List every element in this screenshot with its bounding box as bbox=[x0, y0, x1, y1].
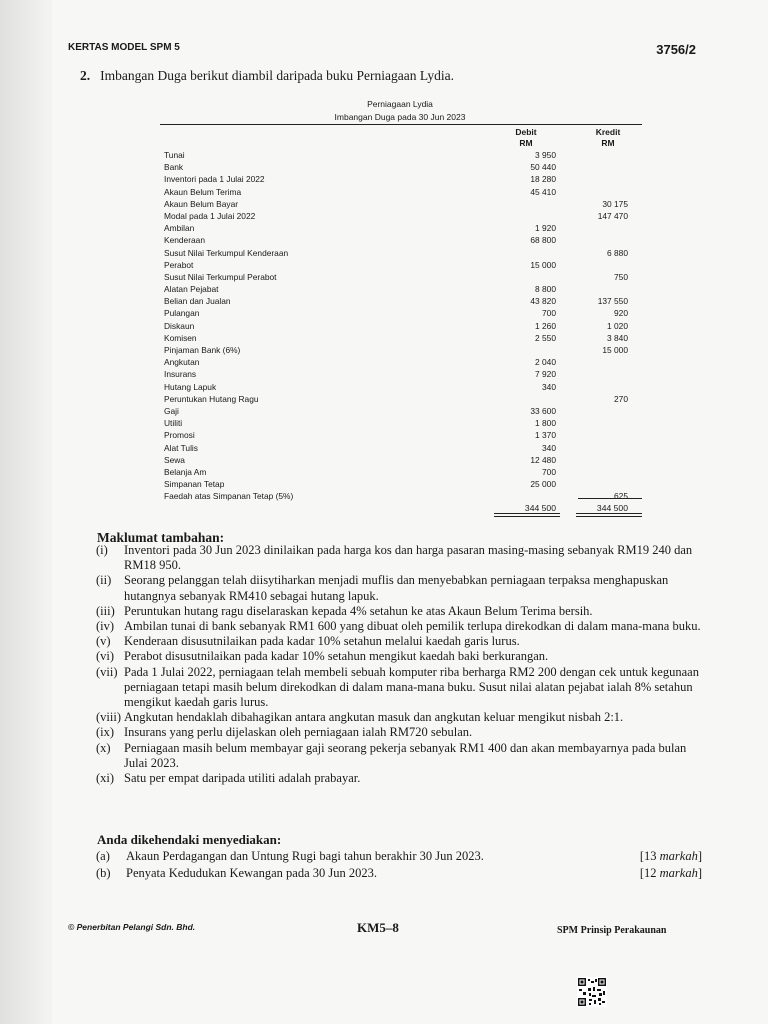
trial-balance-row bbox=[164, 443, 644, 455]
trial-balance-row bbox=[164, 333, 644, 345]
requirement-b-number: (b) bbox=[96, 866, 111, 880]
note-number: (i) bbox=[96, 543, 108, 557]
trial-balance-table bbox=[164, 150, 644, 503]
credit-amount: 625 bbox=[614, 491, 628, 502]
credit-column-header bbox=[573, 127, 643, 149]
book-title: SPM Prinsip Perakaunan bbox=[557, 925, 667, 936]
debit-column-header bbox=[491, 127, 561, 149]
question-stem bbox=[80, 68, 454, 84]
credit-subtotal-rule bbox=[578, 498, 642, 499]
requirements-title: Anda dikehendaki menyediakan: bbox=[97, 832, 282, 847]
debit-amount: 7 920 bbox=[535, 369, 556, 380]
requirement-a-text: Akaun Perdagangan dan Untung Rugi bagi tahun berakhir 30 Jun 2023. bbox=[126, 849, 484, 863]
trial-balance-title: Perniagaan Lydia bbox=[367, 99, 433, 109]
debit-amount: 3 950 bbox=[535, 150, 556, 160]
debit-amount: 25 000 bbox=[530, 479, 556, 490]
trial-balance-row bbox=[164, 199, 644, 211]
account-name: Insurans bbox=[164, 369, 197, 380]
credit-header-label: Kredit bbox=[595, 127, 621, 137]
account-name: Inventori pada 1 Julai 2022 bbox=[164, 174, 265, 185]
note-item bbox=[96, 771, 706, 786]
debit-amount: 43 820 bbox=[530, 296, 556, 307]
account-name: Belian dan Jualan bbox=[164, 296, 231, 307]
account-name: Akaun Belum Bayar bbox=[164, 198, 239, 209]
account-name: Alatan Pejabat bbox=[164, 284, 219, 295]
note-item bbox=[96, 710, 706, 725]
note-number: (vii) bbox=[96, 664, 118, 679]
trial-balance-row bbox=[164, 284, 644, 296]
debit-amount: 340 bbox=[542, 442, 556, 453]
trial-balance-row bbox=[164, 296, 644, 308]
debit-amount: 700 bbox=[542, 308, 556, 319]
credit-total-rule-top bbox=[576, 513, 642, 514]
credit-total: 344 500 bbox=[596, 503, 628, 513]
account-name: Komisen bbox=[164, 332, 197, 343]
account-name: Modal pada 1 Julai 2022 bbox=[164, 210, 256, 221]
credit-total-rule-bottom bbox=[576, 516, 642, 517]
trial-balance-row bbox=[164, 479, 644, 491]
account-name: Angkutan bbox=[164, 357, 200, 368]
note-text: Perniagaan masih belum membayar gaji seorang pekerja sebanyak RM1 400 dan akan membayarnya pada bulan Julai 2023. bbox=[124, 740, 687, 770]
account-name: Faedah atas Simpanan Tetap (5%) bbox=[164, 491, 294, 502]
trial-balance-row bbox=[164, 235, 644, 247]
additional-info-list bbox=[96, 543, 706, 786]
trial-balance-row bbox=[164, 394, 644, 406]
credit-amount: 15 000 bbox=[602, 345, 628, 355]
note-item bbox=[96, 634, 706, 649]
credit-amount: 147 470 bbox=[597, 210, 628, 221]
debit-amount: 12 480 bbox=[530, 454, 556, 465]
requirement-b-marks: [12 markah] bbox=[639, 866, 702, 880]
qr-code-icon bbox=[577, 977, 607, 1007]
trial-balance-row bbox=[164, 150, 644, 162]
account-name: Susut Nilai Terkumpul Perabot bbox=[164, 271, 277, 282]
note-item bbox=[96, 573, 706, 603]
table-top-rule bbox=[160, 124, 642, 125]
note-text: Satu per empat daripada utiliti adalah prabayar. bbox=[124, 771, 361, 786]
debit-amount: 1 260 bbox=[535, 320, 556, 331]
paper-header-left: KERTAS MODEL SPM 5 bbox=[68, 42, 180, 53]
debit-amount: 2 040 bbox=[535, 357, 556, 368]
note-number: (ii) bbox=[96, 573, 112, 588]
trial-balance-row bbox=[164, 272, 644, 284]
note-number: (v) bbox=[96, 634, 111, 649]
account-name: Simpanan Tetap bbox=[164, 479, 225, 490]
debit-amount: 33 600 bbox=[530, 405, 556, 416]
account-name: Sewa bbox=[164, 454, 185, 465]
credit-header-unit: RM bbox=[601, 138, 615, 148]
note-text: Ambilan tunai di bank sebanyak RM1 600 yang dibuat oleh pemilik terlupa direkodkan di dalam mana-mana buku. bbox=[124, 619, 701, 634]
trial-balance-row bbox=[164, 211, 644, 223]
debit-amount: 340 bbox=[542, 381, 556, 392]
debit-amount: 45 410 bbox=[530, 186, 556, 197]
account-name: Diskaun bbox=[164, 320, 195, 331]
debit-amount: 1 370 bbox=[535, 430, 556, 441]
note-number: (iv) bbox=[96, 619, 115, 634]
scan-edge-shadow bbox=[0, 0, 52, 1024]
account-name: Kenderaan bbox=[164, 235, 205, 246]
account-name: Perabot bbox=[164, 259, 194, 270]
note-text: Inventori pada 30 Jun 2023 dinilaikan pada harga kos dan harga pasaran masing-masing sebanyak RM19 240 dan RM18 950. bbox=[124, 543, 693, 573]
trial-balance-row bbox=[164, 321, 644, 333]
debit-amount: 15 000 bbox=[530, 259, 556, 270]
trial-balance-row bbox=[164, 491, 644, 503]
account-name: Alat Tulis bbox=[164, 442, 198, 453]
publisher-copyright: © Penerbitan Pelangi Sdn. Bhd. bbox=[68, 922, 196, 932]
account-name: Susut Nilai Terkumpul Kenderaan bbox=[164, 247, 289, 258]
account-name: Hutang Lapuk bbox=[164, 381, 217, 392]
question-number: 2. bbox=[80, 68, 91, 83]
note-item bbox=[96, 619, 706, 634]
debit-amount: 8 800 bbox=[535, 284, 556, 295]
account-name: Tunai bbox=[164, 150, 185, 160]
requirement-a-number: (a) bbox=[96, 849, 110, 863]
debit-header-label: Debit bbox=[515, 127, 537, 137]
account-name: Belanja Am bbox=[164, 466, 207, 477]
note-number: (iii) bbox=[96, 603, 115, 618]
debit-header-unit: RM bbox=[519, 138, 533, 148]
trial-balance-row bbox=[164, 187, 644, 199]
additional-info-title: Maklumat tambahan: bbox=[97, 530, 225, 545]
note-text: Insurans yang perlu dijelaskan oleh perniagaan ialah RM720 sebulan. bbox=[124, 725, 473, 740]
trial-balance-row bbox=[164, 357, 644, 369]
trial-balance-row bbox=[164, 345, 644, 357]
note-number: (x) bbox=[96, 740, 111, 755]
note-text: Pada 1 Julai 2022, perniagaan telah membeli sebuah komputer riba berharga RM2 200 dengan cek untuk kegunaan perniagaan tetapi masih belum direkodkan di dalam mana-mana buku. Susut nilai alatan pejabat ialah 8% setahun mengikut kaedah garis lurus. bbox=[124, 664, 699, 710]
credit-amount: 6 880 bbox=[607, 247, 628, 258]
credit-amount: 750 bbox=[614, 271, 628, 282]
trial-balance-row bbox=[164, 369, 644, 381]
credit-amount: 137 550 bbox=[597, 296, 628, 307]
debit-total-rule-top bbox=[494, 513, 560, 514]
debit-amount: 2 550 bbox=[535, 332, 556, 343]
account-name: Pulangan bbox=[164, 308, 200, 319]
credit-amount: 3 840 bbox=[607, 332, 628, 343]
note-item bbox=[96, 604, 706, 619]
note-item bbox=[96, 649, 706, 664]
requirement-a-marks: [13 markah] bbox=[639, 849, 702, 863]
trial-balance-row bbox=[164, 174, 644, 186]
debit-amount: 68 800 bbox=[530, 235, 556, 246]
trial-balance-row bbox=[164, 223, 644, 235]
trial-balance-row bbox=[164, 248, 644, 260]
trial-balance-row bbox=[164, 418, 644, 430]
requirement-b-text: Penyata Kedudukan Kewangan pada 30 Jun 2023. bbox=[126, 866, 377, 880]
trial-balance-row bbox=[164, 455, 644, 467]
note-number: (xi) bbox=[96, 771, 115, 786]
note-number: (viii) bbox=[96, 710, 121, 725]
trial-balance-row bbox=[164, 406, 644, 418]
trial-balance-row bbox=[164, 467, 644, 479]
question-text: Imbangan Duga berikut diambil daripada buku Perniagaan Lydia. bbox=[100, 68, 455, 83]
note-text: Peruntukan hutang ragu diselaraskan kepada 4% setahun ke atas Akaun Belum Terima bersih. bbox=[124, 603, 593, 618]
debit-amount: 700 bbox=[542, 466, 556, 477]
credit-amount: 270 bbox=[614, 393, 628, 404]
note-text: Perabot disusutnilaikan pada kadar 10% setahun mengikut kaedah baki berkurangan. bbox=[124, 649, 549, 664]
page-number: KM5–8 bbox=[357, 920, 399, 935]
debit-amount: 18 280 bbox=[530, 174, 556, 185]
credit-amount: 920 bbox=[614, 308, 628, 319]
note-item bbox=[96, 543, 706, 573]
account-name: Peruntukan Hutang Ragu bbox=[164, 393, 259, 404]
debit-total-rule-bottom bbox=[494, 516, 560, 517]
debit-amount: 1 800 bbox=[535, 418, 556, 429]
trial-balance-subtitle: Imbangan Duga pada 30 Jun 2023 bbox=[334, 112, 466, 122]
note-text: Seorang pelanggan telah diisytiharkan menjadi muflis dan menyebabkan perniagaan terpaksa menghapuskan hutangnya sebanyak RM410 sebagai hutang lapuk. bbox=[124, 573, 669, 603]
note-number: (vi) bbox=[96, 649, 115, 664]
trial-balance-row bbox=[164, 162, 644, 174]
trial-balance-row bbox=[164, 260, 644, 272]
trial-balance-row bbox=[164, 308, 644, 320]
trial-balance-row bbox=[164, 430, 644, 442]
paper-code: 3756/2 bbox=[656, 42, 696, 57]
debit-total: 344 500 bbox=[524, 503, 556, 513]
note-item bbox=[96, 665, 706, 711]
note-number: (ix) bbox=[96, 725, 115, 740]
account-name: Bank bbox=[164, 162, 184, 173]
credit-amount: 1 020 bbox=[607, 320, 628, 331]
account-name: Gaji bbox=[164, 405, 179, 416]
account-name: Pinjaman Bank (6%) bbox=[164, 345, 241, 355]
debit-amount: 50 440 bbox=[530, 162, 556, 173]
note-text: Angkutan hendaklah dibahagikan antara angkutan masuk dan angkutan keluar mengikut nisbah 2:1. bbox=[124, 710, 624, 725]
note-text: Kenderaan disusutnilaikan pada kadar 10% setahun melalui kaedah garis lurus. bbox=[124, 634, 520, 649]
account-name: Akaun Belum Terima bbox=[164, 186, 242, 197]
credit-amount: 30 175 bbox=[602, 198, 628, 209]
trial-balance-row bbox=[164, 382, 644, 394]
account-name: Utiliti bbox=[164, 418, 183, 429]
account-name: Promosi bbox=[164, 430, 195, 441]
account-name: Ambilan bbox=[164, 223, 195, 234]
note-item bbox=[96, 725, 706, 740]
debit-amount: 1 920 bbox=[535, 223, 556, 234]
note-item bbox=[96, 741, 706, 771]
